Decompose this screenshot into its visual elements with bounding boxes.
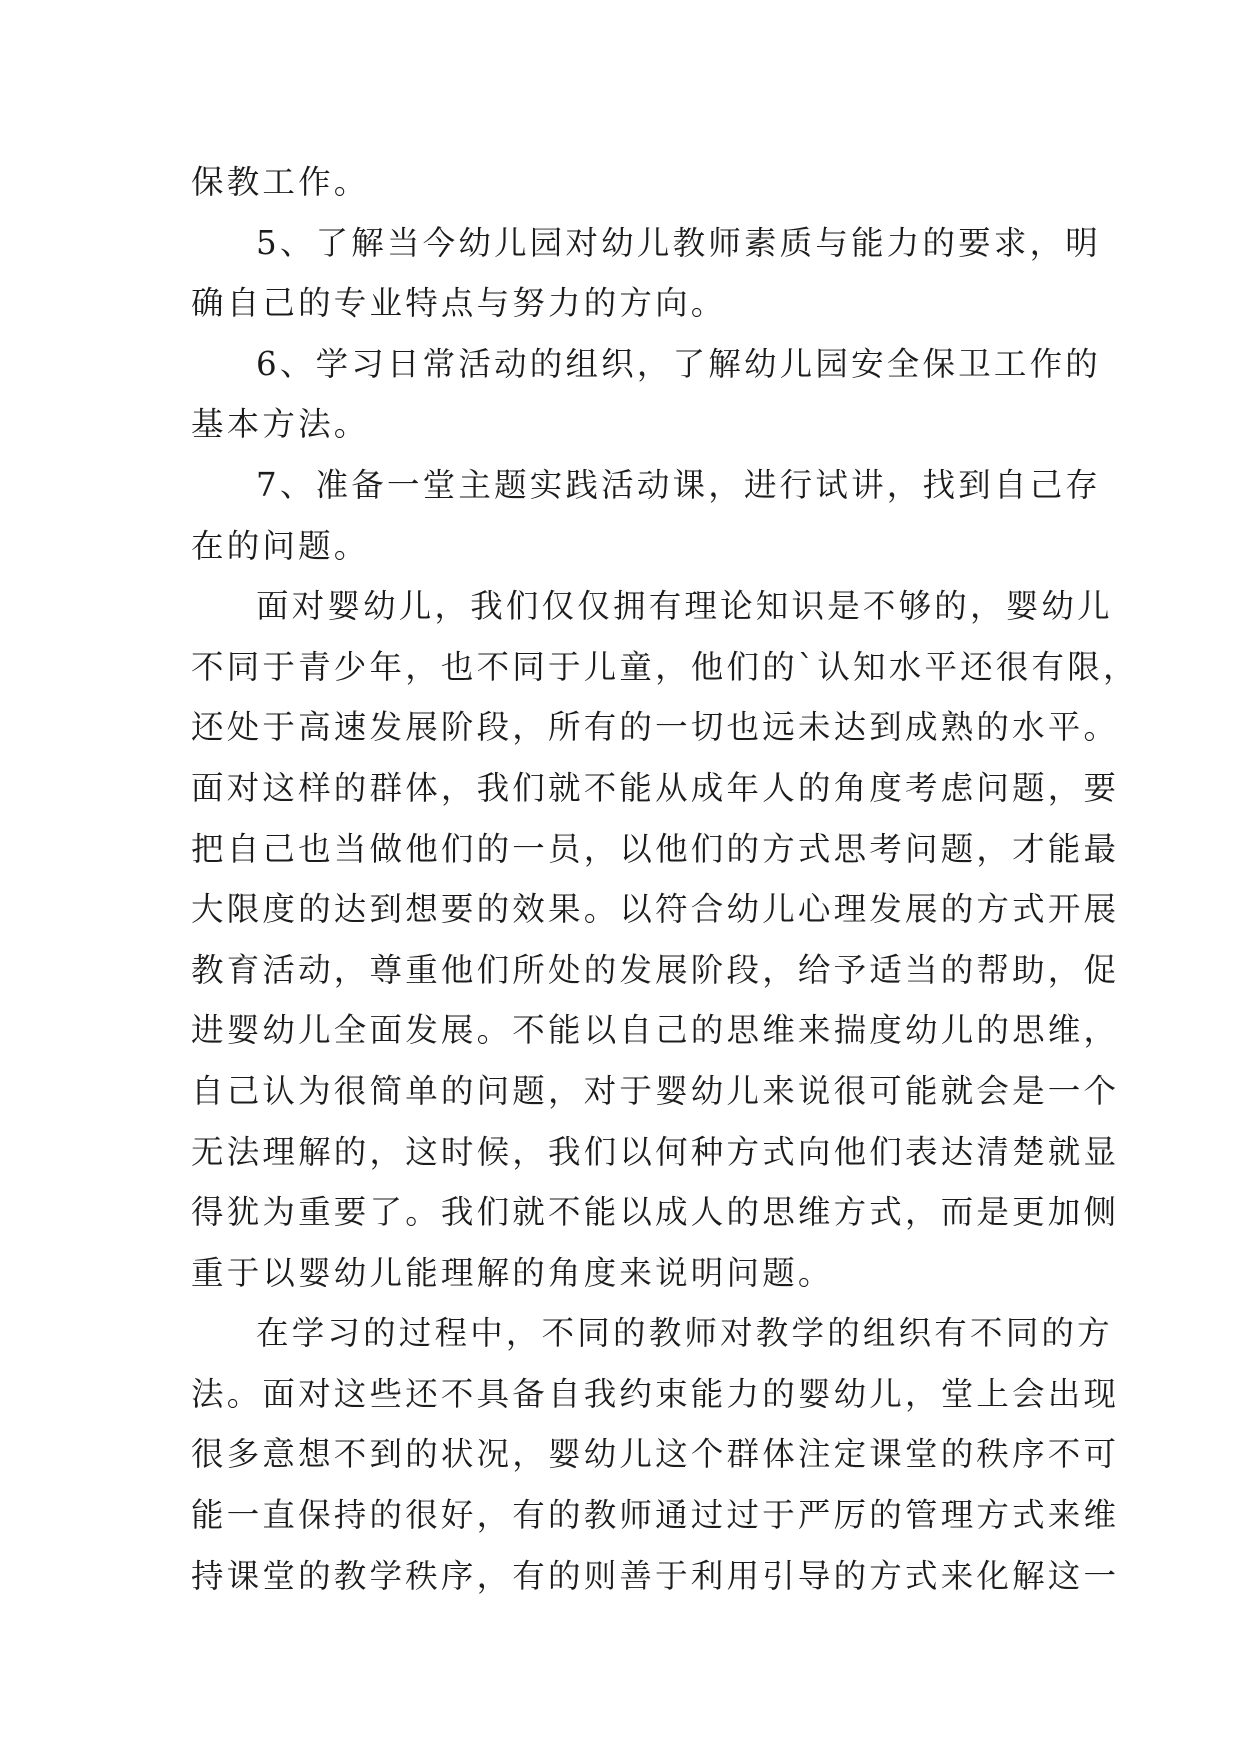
text-line: 面对这样的群体，我们就不能从成年人的角度考虑问题，要 <box>191 768 1120 807</box>
paragraph-first-line: 7、准备一堂主题实践活动课，进行试讲，找到自己存 <box>256 465 1101 504</box>
text-line: 保教工作。 <box>191 163 370 201</box>
paragraph-first-line: 在学习的过程中，不同的教师对教学的组织有不同的方 <box>256 1314 1113 1353</box>
text-line: 在的问题。 <box>191 526 370 565</box>
text-line: 还处于高速发展阶段，所有的一切也远未达到成熟的水平。 <box>191 708 1120 747</box>
text-line: 自己认为很简单的问题，对于婴幼儿来说很可能就会是一个 <box>191 1071 1120 1110</box>
text-line: 能一直保持的很好，有的教师通过过于严厉的管理方式来维 <box>191 1496 1120 1535</box>
text-line: 法。面对这些还不具备自我约束能力的婴幼儿，堂上会出现 <box>191 1374 1120 1413</box>
text-line: 很多意想不到的状况，婴幼儿这个群体注定课堂的秩序不可 <box>191 1435 1120 1474</box>
paragraph-first-line: 6、学习日常活动的组织，了解幼儿园安全保卫工作的 <box>256 344 1101 383</box>
text-line: 确自己的专业特点与努力的方向。 <box>191 284 727 323</box>
paragraph-first-line: 面对婴幼儿，我们仅仅拥有理论知识是不够的，婴幼儿 <box>256 587 1113 626</box>
document-body <box>191 152 1139 1606</box>
paragraph-first-line: 5、了解当今幼儿园对幼儿教师素质与能力的要求，明 <box>256 223 1101 262</box>
text-line: 不同于青少年，也不同于儿童，他们的`认知水平还很有限， <box>191 647 1139 686</box>
text-line: 持课堂的教学秩序，有的则善于利用引导的方式来化解这一 <box>191 1556 1120 1595</box>
text-line: 重于以婴幼儿能理解的角度来说明问题。 <box>191 1253 834 1292</box>
text-line: 基本方法。 <box>191 405 370 444</box>
text-line: 进婴幼儿全面发展。不能以自己的思维来揣度幼儿的思维， <box>191 1011 1120 1050</box>
text-line: 无法理解的，这时候，我们以何种方式向他们表达清楚就显 <box>191 1132 1120 1171</box>
text-line: 大限度的达到想要的效果。以符合幼儿心理发展的方式开展 <box>191 890 1120 929</box>
text-line: 教育活动，尊重他们所处的发展阶段，给予适当的帮助，促 <box>191 950 1120 989</box>
text-line: 把自己也当做他们的一员，以他们的方式思考问题，才能最 <box>191 829 1120 868</box>
text-line: 得犹为重要了。我们就不能以成人的思维方式，而是更加侧 <box>191 1193 1120 1232</box>
